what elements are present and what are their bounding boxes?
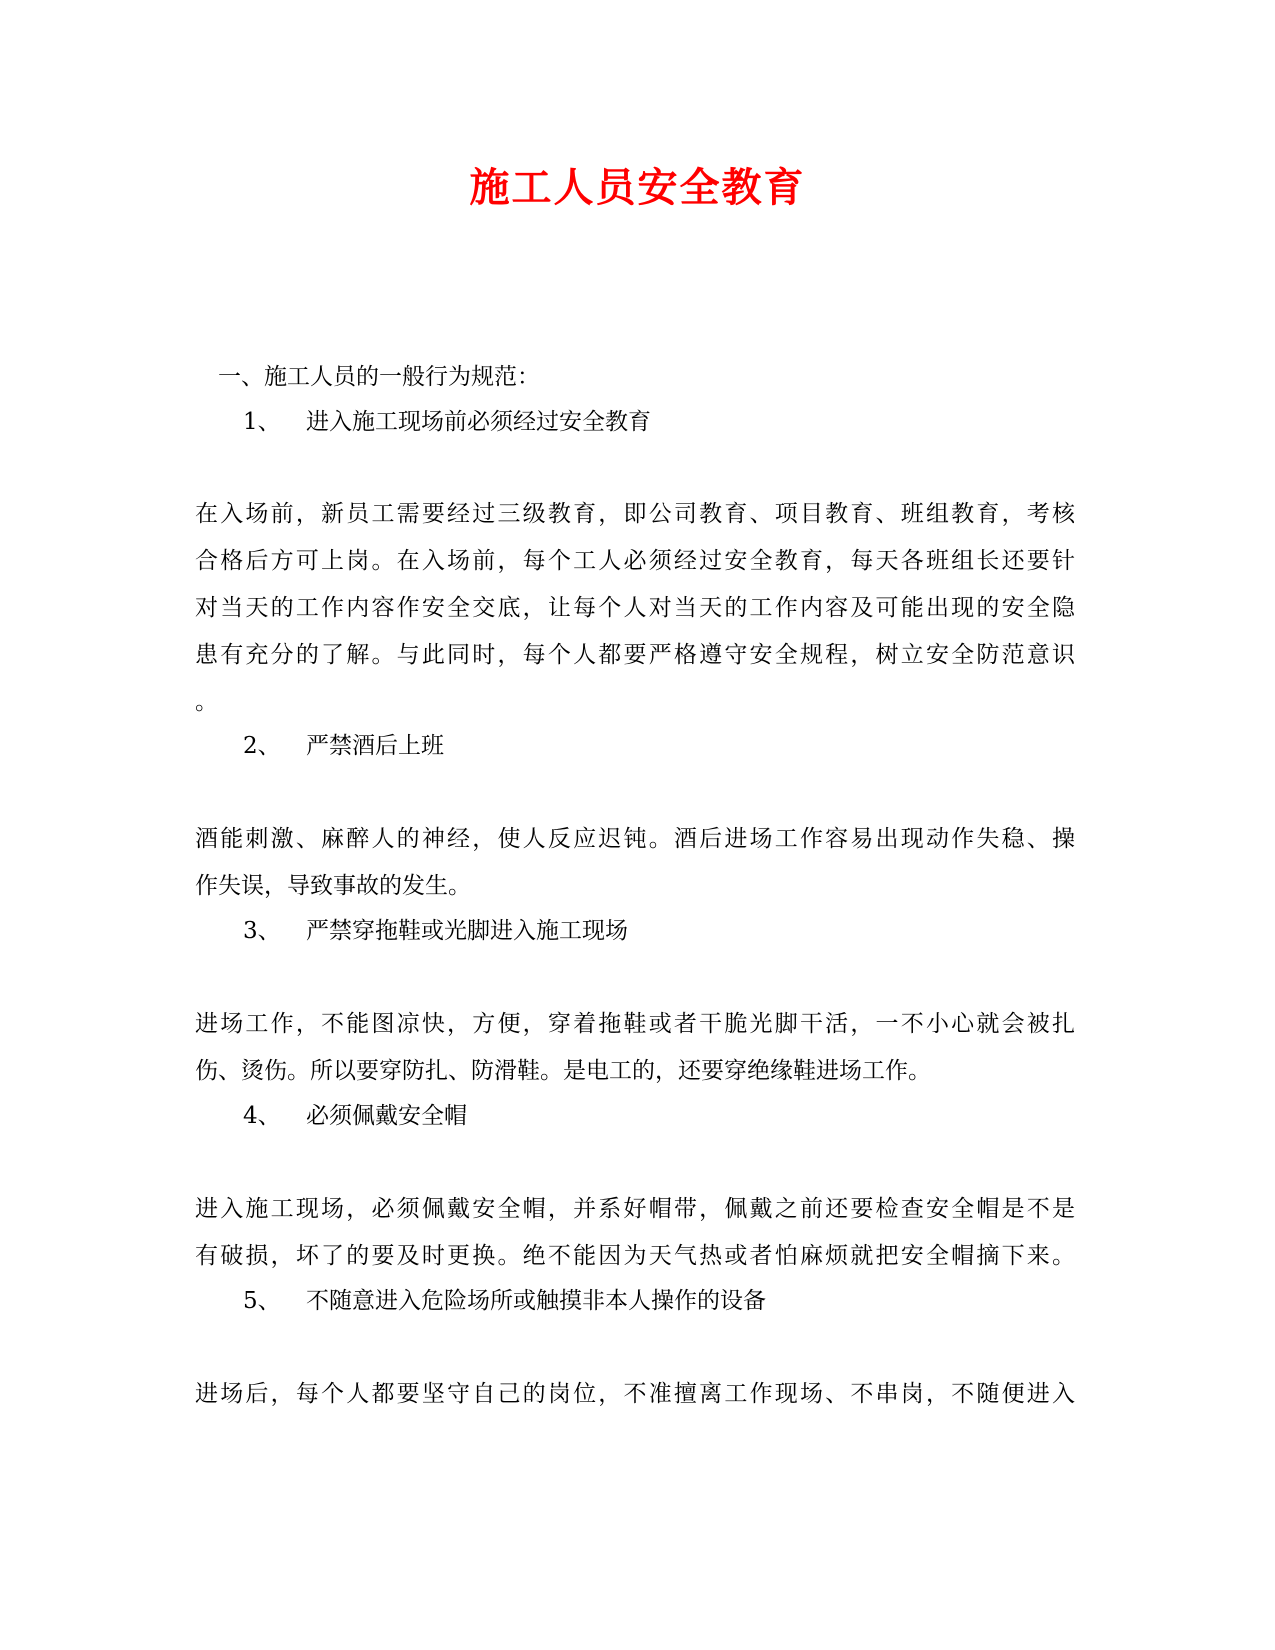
item-number: 2、 bbox=[243, 733, 281, 759]
paragraph-line: 。 bbox=[195, 689, 218, 715]
item-heading: 进入施工现场前必须经过安全教育 bbox=[306, 409, 651, 435]
paragraph-line: 进场后，每个人都要坚守自己的岗位，不准擅离工作现场、不串岗，不随便进入 bbox=[195, 1381, 1075, 1407]
item-heading: 严禁穿拖鞋或光脚进入施工现场 bbox=[306, 918, 628, 944]
paragraph-line: 对当天的工作内容作安全交底，让每个人对当天的工作内容及可能出现的安全隐 bbox=[195, 595, 1075, 621]
item-heading: 严禁酒后上班 bbox=[306, 733, 444, 759]
paragraph-line: 患有充分的了解。与此同时，每个人都要严格遵守安全规程，树立安全防范意识 bbox=[195, 642, 1075, 668]
paragraph-line: 进场工作，不能图凉快，方便，穿着拖鞋或者干脆光脚干活，一不小心就会被扎 bbox=[195, 1011, 1075, 1037]
item-heading: 必须佩戴安全帽 bbox=[306, 1103, 467, 1129]
paragraph-line: 伤、烫伤。所以要穿防扎、防滑鞋。是电工的，还要穿绝缘鞋进场工作。 bbox=[195, 1058, 931, 1084]
section-heading: 一、施工人员的一般行为规范： bbox=[218, 364, 540, 390]
paragraph-line: 有破损，坏了的要及时更换。绝不能因为天气热或者怕麻烦就把安全帽摘下来。 bbox=[195, 1243, 1075, 1269]
item-number: 1、 bbox=[243, 409, 281, 435]
item-number: 5、 bbox=[243, 1288, 281, 1314]
paragraph-line: 作失误，导致事故的发生。 bbox=[195, 873, 471, 899]
item-number: 3、 bbox=[243, 918, 281, 944]
paragraph-line: 进入施工现场，必须佩戴安全帽，并系好帽带，佩戴之前还要检查安全帽是不是 bbox=[195, 1196, 1075, 1222]
paragraph-line: 酒能刺激、麻醉人的神经，使人反应迟钝。酒后进场工作容易出现动作失稳、操 bbox=[195, 826, 1075, 852]
paragraph-line: 合格后方可上岗。在入场前，每个工人必须经过安全教育，每天各班组长还要针 bbox=[195, 548, 1075, 574]
item-number: 4、 bbox=[243, 1103, 281, 1129]
paragraph-line: 在入场前，新员工需要经过三级教育，即公司教育、项目教育、班组教育，考核 bbox=[195, 501, 1075, 527]
item-heading: 不随意进入危险场所或触摸非本人操作的设备 bbox=[306, 1288, 766, 1314]
document-title: 施工人员安全教育 bbox=[469, 164, 806, 211]
